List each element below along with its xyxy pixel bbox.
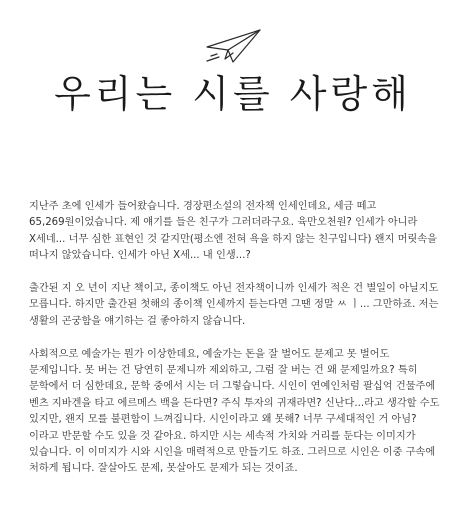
article-body — [29, 199, 443, 478]
page-title: 우리는 시를 사랑해 — [54, 72, 412, 116]
paragraph: 출간된 지 오 년이 지난 책이고, 종이책도 아닌 전자책이니까 인세가 적은 건 별일이 아닐지도 모릅니다. 하지만 출간된 첫해의 종이책 인세까지 듣는다면 그땐 정말 ㅆ ㅣ... 그만하죠. 저는 생활의 곤궁함을 얘기하는 걸 좋아하지 않습니다. — [29, 283, 439, 327]
paragraph: 사회적으로 예술가는 뭔가 이상한데요, 예술가는 돈을 잘 벌어도 문제고 못 벌어도 문제입니다. 못 버는 건 당연히 문제니까 제외하고, 그럼 잘 버는 건 왜 문제일까요? 특히 문학에서 더 심한데요, 문학 중에서 시는 더 그렇습니다. 시인이 연예인처럼 팔십억 건물주에 벤츠 지바겐을 타고 에르메스 백을 든다면? 주식 투자의 귀재라면? 신난다...라고 생각할 수도 있지만, 왠지 모를 불편함이 느껴집니다. 시인이라고 왜 못해? 너무 구세대적인 거 아님? 이라고 반문할 수도 있을 것 같아요. 하지만 시는 세속적 가치와 거리를 둔다는 이미지가 있습니다. 이 이미지가 시와 시인을 매력적으로 만들기도 하죠. 그러므로 시인은 이중 구속에 처하게 됩니다. 잘살아도 문제, 못살아도 문제가 되는 것이죠. — [29, 348, 440, 475]
paragraph: 지난주 초에 인세가 들어왔습니다. 경장편소설의 전자책 인세인데요, 세금 떼고 65,269원이었습니다. 제 얘기를 들은 친구가 그러더라구요. 육만오천원? 인세가 아니라 X세네... 너무 심한 표현인 것 같지만(평소엔 전혀 욕을 하지 않는 친구입니다) 왠지 머릿속을 떠나지 않았습니다. 인세가 아닌 X세... 내 인생...? — [29, 201, 437, 262]
paper-plane-icon — [203, 26, 263, 66]
